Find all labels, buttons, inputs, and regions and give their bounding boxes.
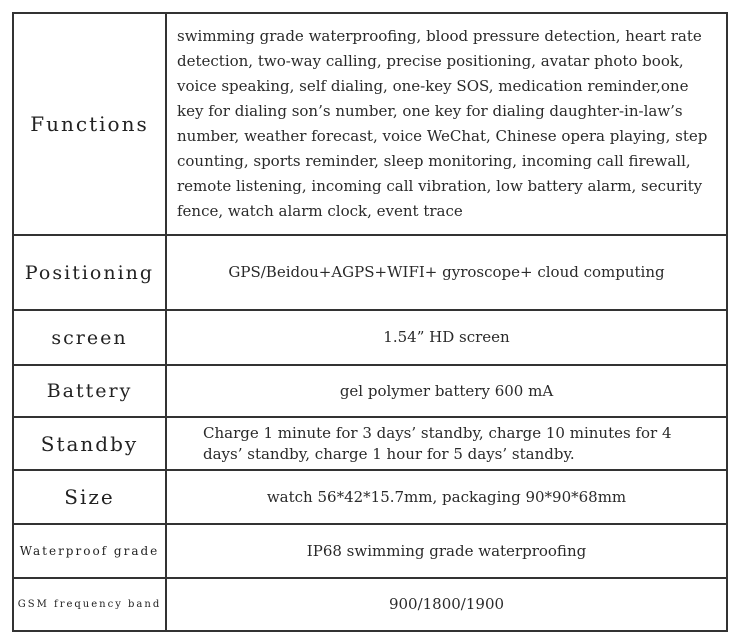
row-value-positioning: GPS/Beidou+AGPS+WIFI+ gyroscope+ cloud computing bbox=[166, 235, 727, 310]
row-value-screen: 1.54” HD screen bbox=[166, 310, 727, 365]
row-label-standby: Standby bbox=[13, 417, 166, 470]
row-value-size: watch 56*42*15.7mm, packaging 90*90*68mm bbox=[166, 470, 727, 524]
table-row-gsm bbox=[13, 578, 727, 631]
row-label-functions: Functions bbox=[13, 13, 166, 235]
table-row-functions bbox=[13, 13, 727, 235]
row-value-functions: swimming grade waterproofing, blood pressure detection, heart rate detection, two-way calling, precise positioning, avatar photo book, voice speaking, self dialing, one-key SOS, medication reminder,one key for dialing son’s number, one key for dialing daughter-in-law’s number, weather forecast, voice WeChat, Chinese opera playing, step counting, sports reminder, sleep monitoring, incoming call firewall, remote listening, incoming call vibration, low battery alarm, security fence, watch alarm clock, event trace bbox=[166, 13, 727, 235]
table-row-screen bbox=[13, 310, 727, 365]
row-value-waterproof: IP68 swimming grade waterproofing bbox=[166, 524, 727, 578]
row-value-gsm: 900/1800/1900 bbox=[166, 578, 727, 631]
row-label-screen: screen bbox=[13, 310, 166, 365]
row-value-standby: Charge 1 minute for 3 days’ standby, charge 10 minutes for 4 days’ standby, charge 1 hour for 5 days’ standby. bbox=[166, 417, 727, 470]
row-label-positioning: Positioning bbox=[13, 235, 166, 310]
row-label-gsm: GSM frequency band bbox=[13, 578, 166, 631]
table-row-size bbox=[13, 470, 727, 524]
row-label-battery: Battery bbox=[13, 365, 166, 417]
table-row-standby bbox=[13, 417, 727, 470]
row-value-battery: gel polymer battery 600 mA bbox=[166, 365, 727, 417]
table-row-positioning bbox=[13, 235, 727, 310]
table-row-battery bbox=[13, 365, 727, 417]
table-row-waterproof bbox=[13, 524, 727, 578]
row-label-size: Size bbox=[13, 470, 166, 524]
row-label-waterproof: Waterproof grade bbox=[13, 524, 166, 578]
spec-table bbox=[12, 12, 728, 632]
